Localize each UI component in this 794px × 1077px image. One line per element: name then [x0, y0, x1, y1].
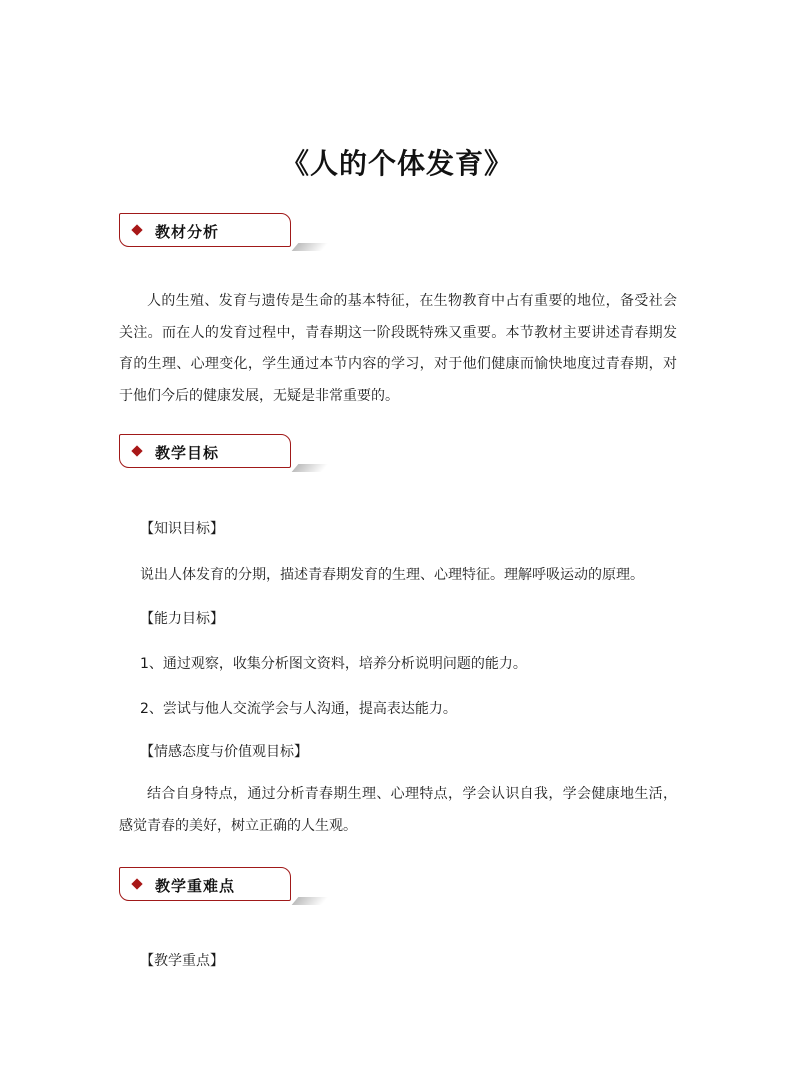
analysis-paragraph: 人的生殖、发育与遗传是生命的基本特征，在生物教育中占有重要的地位，备受社会关注。而在人的发育过程中，青春期这一阶段既特殊又重要。本节教材主要讲述青春期发育的生理、心理变化，学生通过本节内容的学习，对于他们健康而愉快地度过青春期，对于他们今后的健康发展，无疑是非常重要的。	[119, 293, 677, 404]
header-shadow	[292, 243, 329, 251]
ability-heading: 【能力目标】	[140, 611, 224, 627]
ability-item-1: 1、通过观察，收集分析图文资料，培养分析说明问题的能力。	[140, 656, 527, 672]
section-header-keypoints	[119, 867, 293, 903]
document-title: 《人的个体发育》	[280, 147, 513, 180]
focus-heading: 【教学重点】	[140, 953, 224, 969]
ability-item-2: 2、尝试与他人交流学会与人沟通，提高表达能力。	[140, 701, 457, 717]
section-title: 教学目标	[155, 444, 220, 462]
section-title: 教学重难点	[155, 877, 236, 895]
knowledge-heading: 【知识目标】	[140, 521, 224, 537]
knowledge-text: 说出人体发育的分期，描述青春期发育的生理、心理特征。理解呼吸运动的原理。	[140, 567, 644, 583]
emotion-paragraph: 结合自身特点，通过分析青春期生理、心理特点，学会认识自我，学会健康地生活，感觉青春的美好，树立正确的人生观。	[119, 786, 677, 834]
emotion-heading: 【情感态度与价值观目标】	[140, 744, 308, 760]
section-header-analysis	[119, 213, 293, 249]
section-header-goals	[119, 434, 293, 470]
header-shadow	[292, 897, 329, 905]
header-shadow	[292, 464, 329, 472]
section-title: 教材分析	[155, 223, 220, 241]
